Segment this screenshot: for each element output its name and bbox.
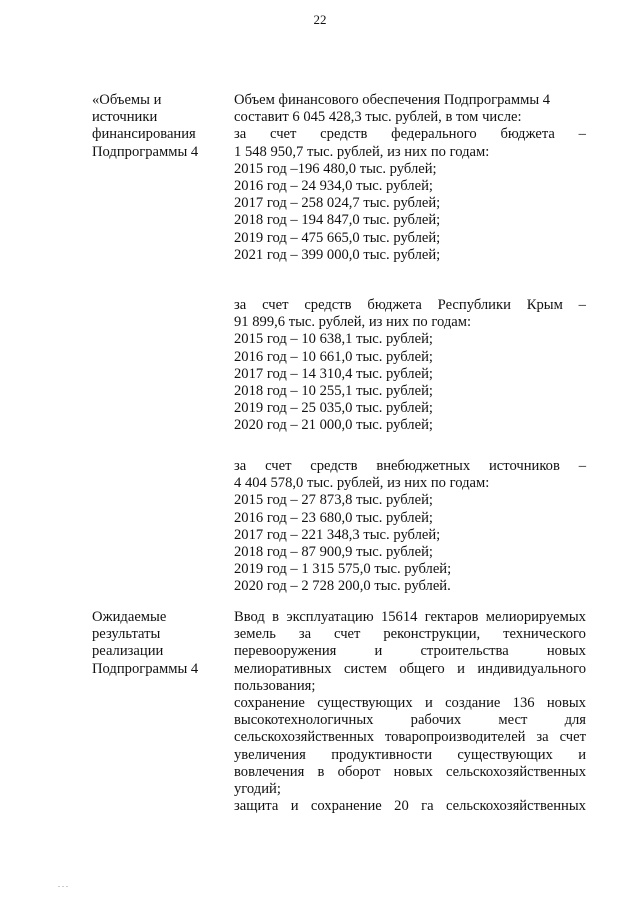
word: Ввод bbox=[234, 609, 265, 625]
word: оборот bbox=[337, 763, 381, 780]
word: мелиоративных bbox=[234, 660, 332, 677]
label-line: источники bbox=[92, 109, 158, 126]
crimea-year: 2017 год – 14 310,4 тыс. рублей; bbox=[234, 365, 433, 382]
word: строительства bbox=[420, 643, 509, 660]
crimea-year: 2016 год – 10 661,0 тыс. рублей; bbox=[234, 348, 433, 365]
word: реконструкции, bbox=[383, 626, 481, 643]
word: счет bbox=[559, 729, 586, 746]
word: – bbox=[578, 458, 586, 474]
word: счет bbox=[265, 458, 292, 474]
word: и bbox=[374, 643, 383, 660]
results-body bbox=[234, 609, 586, 815]
federal-heading bbox=[234, 126, 586, 143]
word: продуктивности bbox=[331, 746, 433, 763]
results-line bbox=[234, 764, 586, 781]
label-line: Подпрограммы 4 bbox=[92, 143, 199, 160]
label-line: реализации bbox=[92, 643, 164, 660]
crimea-total: 91 899,6 тыс. рублей, из них по годам: bbox=[234, 314, 472, 331]
word: вовлечения bbox=[234, 763, 305, 780]
word: товаропроизводителей bbox=[384, 729, 526, 746]
crimea-year: 2015 год – 10 638,1 тыс. рублей; bbox=[234, 331, 433, 348]
word: гектаров bbox=[424, 609, 479, 625]
word: в bbox=[272, 609, 280, 625]
label-line: результаты bbox=[92, 626, 161, 643]
crimea-year: 2020 год – 21 000,0 тыс. рублей; bbox=[234, 417, 433, 434]
word: индивидуального bbox=[477, 660, 586, 677]
word: общего bbox=[399, 660, 445, 677]
word: и bbox=[290, 798, 299, 815]
word: за bbox=[298, 626, 312, 643]
word: сельскохозяйственных bbox=[445, 763, 586, 780]
word: счет bbox=[262, 297, 289, 313]
word: счет bbox=[270, 126, 297, 143]
word: систем bbox=[343, 660, 387, 677]
word: сохранение bbox=[234, 695, 305, 712]
word: создание bbox=[445, 695, 501, 712]
federal-total: 1 548 950,7 тыс. рублей, из них по годам: bbox=[234, 143, 490, 160]
results-line bbox=[234, 695, 586, 712]
word: мелиорируемых bbox=[485, 609, 586, 625]
word: увеличения bbox=[234, 746, 306, 763]
word: 20 bbox=[394, 798, 409, 815]
word: за bbox=[234, 126, 247, 143]
word: в bbox=[317, 763, 325, 780]
word: за bbox=[234, 297, 247, 313]
word: га bbox=[421, 798, 434, 815]
word: Крым bbox=[526, 297, 563, 313]
word: источников bbox=[488, 458, 560, 474]
federal-year: 2015 год –196 480,0 тыс. рублей; bbox=[234, 160, 437, 177]
extrabudget-year: 2018 год – 87 900,9 тыс. рублей; bbox=[234, 544, 433, 561]
word: внебюджетных bbox=[376, 458, 471, 474]
federal-year: 2017 год – 258 024,7 тыс. рублей; bbox=[234, 195, 441, 212]
federal-year: 2019 год – 475 665,0 тыс. рублей; bbox=[234, 229, 441, 246]
word: сельскохозяйственных bbox=[445, 798, 586, 815]
extrabudget-heading bbox=[234, 458, 586, 475]
label-line: Ожидаемые bbox=[92, 609, 167, 625]
word: – bbox=[578, 126, 586, 143]
intro-line: Объем финансового обеспечения Подпрограммы 4 bbox=[234, 92, 551, 108]
word: и bbox=[578, 746, 586, 763]
funding-crimea-block bbox=[234, 297, 586, 435]
label-line: Подпрограммы 4 bbox=[92, 660, 199, 677]
federal-year: 2018 год – 194 847,0 тыс. рублей; bbox=[234, 212, 441, 229]
word: защита bbox=[234, 798, 279, 815]
word: 136 bbox=[512, 695, 535, 712]
results-line bbox=[234, 729, 586, 746]
word: новых bbox=[546, 643, 586, 660]
word: бюджета bbox=[500, 126, 555, 143]
word: существующих bbox=[457, 746, 553, 763]
word: для bbox=[564, 712, 586, 729]
extrabudget-year: 2017 год – 221 348,3 тыс. рублей; bbox=[234, 526, 441, 543]
extrabudget-year: 2016 год – 23 680,0 тыс. рублей; bbox=[234, 509, 433, 526]
results-line bbox=[234, 643, 586, 660]
results-label bbox=[92, 609, 198, 678]
label-line: «Объемы и bbox=[92, 92, 162, 108]
word: мест bbox=[498, 712, 528, 729]
word: новых bbox=[546, 695, 586, 712]
results-line bbox=[234, 626, 586, 643]
page-number: 22 bbox=[313, 12, 327, 27]
word: средств bbox=[310, 458, 358, 474]
word: сельскохозяйственных bbox=[234, 729, 375, 746]
label-line: финансирования bbox=[92, 126, 196, 143]
word: рабочих bbox=[410, 712, 462, 729]
word: угодий; bbox=[234, 781, 281, 798]
word: сохранение bbox=[310, 798, 382, 815]
word: пользования; bbox=[234, 677, 316, 694]
word: федерального bbox=[391, 126, 477, 143]
word: Республики bbox=[437, 297, 511, 313]
word: технического bbox=[503, 626, 586, 643]
word: и bbox=[457, 660, 465, 677]
word: за bbox=[536, 729, 549, 746]
word: счет bbox=[334, 626, 361, 643]
scan-mark: . . . bbox=[58, 880, 68, 889]
results-line bbox=[234, 661, 586, 678]
results-line bbox=[234, 712, 586, 729]
extrabudget-year: 2020 год – 2 728 200,0 тыс. рублей. bbox=[234, 578, 451, 595]
word: новых bbox=[393, 763, 433, 780]
extrabudget-year: 2019 год – 1 315 575,0 тыс. рублей; bbox=[234, 561, 452, 578]
funding-federal-block bbox=[234, 92, 586, 264]
word: средств bbox=[304, 297, 352, 313]
funding-extrabudget-block bbox=[234, 458, 586, 596]
results-line bbox=[234, 798, 586, 815]
word: и bbox=[424, 695, 433, 712]
results-line bbox=[234, 609, 586, 626]
intro-line: составит 6 045 428,3 тыс. рублей, в том числе: bbox=[234, 109, 522, 126]
word: бюджета bbox=[367, 297, 422, 313]
word: 15614 bbox=[380, 609, 418, 625]
results-line bbox=[234, 747, 586, 764]
word: земель bbox=[234, 626, 276, 643]
federal-year: 2016 год – 24 934,0 тыс. рублей; bbox=[234, 178, 433, 195]
results-line bbox=[234, 781, 586, 798]
extrabudget-year: 2015 год – 27 873,8 тыс. рублей; bbox=[234, 492, 433, 509]
crimea-heading bbox=[234, 297, 586, 314]
word: – bbox=[578, 297, 586, 313]
word: существующих bbox=[317, 695, 413, 712]
word: эксплуатацию bbox=[286, 609, 374, 625]
crimea-year: 2018 год – 10 255,1 тыс. рублей; bbox=[234, 383, 433, 400]
results-line bbox=[234, 678, 586, 695]
word: средств bbox=[320, 126, 368, 143]
extrabudget-total: 4 404 578,0 тыс. рублей, из них по годам: bbox=[234, 475, 490, 492]
funding-label bbox=[92, 92, 198, 161]
word: высокотехнологичных bbox=[234, 712, 374, 729]
crimea-year: 2019 год – 25 035,0 тыс. рублей; bbox=[234, 400, 433, 417]
word: перевооружения bbox=[234, 643, 337, 660]
word: за bbox=[234, 458, 247, 474]
federal-year: 2021 год – 399 000,0 тыс. рублей; bbox=[234, 246, 441, 263]
